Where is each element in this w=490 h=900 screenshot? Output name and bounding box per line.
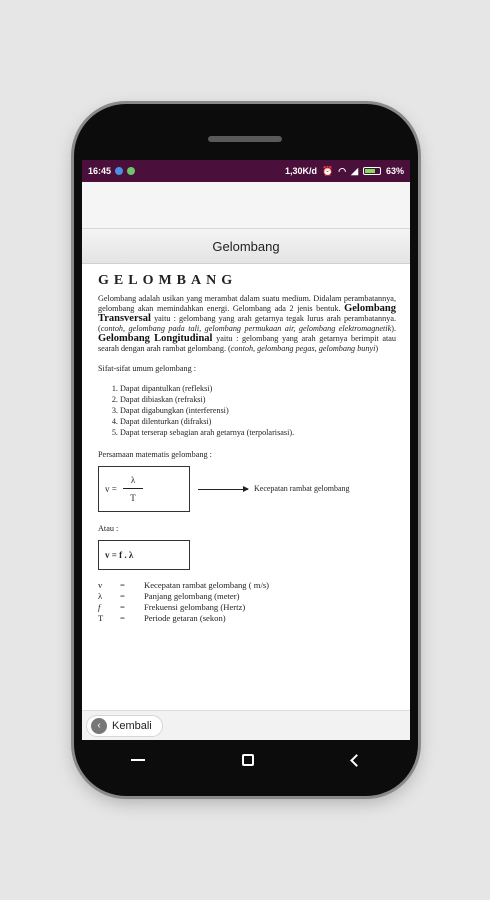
persamaan-intro: Persamaan matematis gelombang : <box>98 450 212 459</box>
sifat-list <box>120 384 396 438</box>
intro-paragraph: Gelombang adalah usikan yang merambat dalam suatu medium. Didalam perambatannya, gelombang akan memindahkan energi. Gelombang ada 2 jenis bentuk. Gelombang Transversal yaitu : gelombang yang arah getarnya tegak lurus arah perambatannya. (contoh, gelombang pada tali, gelombang permukaan air, gelombang elektromagnetik). Gelombang Longitudinal yaitu : gelombang yang arah getarnya berimpit atau searah dengan arah rambat gelombang. (contoh, gelombang pegas, gelombang bunyi) <box>98 294 397 353</box>
list-item: 5. Dapat terserap sebagian arah getarnya (terpolarisasi). <box>120 428 396 438</box>
document-heading: GELOMBANG <box>98 273 238 288</box>
signal-icon: ◢ <box>351 165 358 176</box>
definition-row: T = Periode getaran (sekon) <box>98 613 226 623</box>
bottom-bar <box>82 710 410 740</box>
app-title-bar <box>82 228 410 264</box>
recent-apps-icon[interactable] <box>131 759 145 761</box>
longitudinal-label: Gelombang Longitudinal <box>98 333 213 344</box>
formula-note: Kecepatan rambat gelombang <box>254 484 350 493</box>
list-item: 4. Dapat dilenturkan (difraksi) <box>120 417 396 427</box>
chevron-left-icon: ‹ <box>91 718 107 734</box>
status-bar <box>82 160 410 182</box>
page-title: Gelombang <box>212 238 280 254</box>
formula-box: v = $\frac{\lambda}{T}$ <box>98 466 190 512</box>
battery-percent: 63% <box>385 166 404 176</box>
back-button-label: Kembali <box>112 720 152 732</box>
phone-frame <box>74 104 418 796</box>
notification-icon <box>115 167 123 175</box>
transversal-label: Gelombang Transversal <box>98 303 396 324</box>
arrow-icon <box>198 489 248 490</box>
list-item: 2. Dapat dibiaskan (refraksi) <box>120 395 396 405</box>
sifat-intro: Sifat-sifat umum gelombang : <box>98 364 197 373</box>
document-content[interactable] <box>82 264 410 710</box>
definition-row: λ = Panjang gelombang (meter) <box>98 591 240 601</box>
definition-row: f = Frekuensi gelombang (Hertz) <box>98 602 246 612</box>
battery-icon <box>363 167 381 175</box>
wifi-icon: ◠ <box>338 165 347 176</box>
definitions <box>98 580 396 623</box>
back-button[interactable] <box>86 715 163 737</box>
definition-row: v = Kecepatan rambat gelombang ( m/s) <box>98 580 270 590</box>
status-time: 16:45 <box>88 166 112 176</box>
system-navigation-bar <box>82 740 410 780</box>
earpiece-speaker <box>208 136 282 142</box>
ad-area <box>82 182 410 228</box>
notification-icon <box>127 167 135 175</box>
atau-label: Atau : <box>98 524 119 533</box>
screen <box>82 160 410 740</box>
list-item: 1. Dapat dipantulkan (refleksi) <box>120 384 396 394</box>
back-icon[interactable] <box>350 754 363 767</box>
network-speed: 1,30K/d <box>284 166 317 176</box>
list-item: 3. Dapat digabungkan (interferensi) <box>120 406 396 416</box>
alarm-icon: ⏰ <box>321 165 334 176</box>
formula-box: v = f . λ <box>98 540 190 570</box>
home-icon[interactable] <box>242 754 254 766</box>
formula-row <box>98 466 396 512</box>
